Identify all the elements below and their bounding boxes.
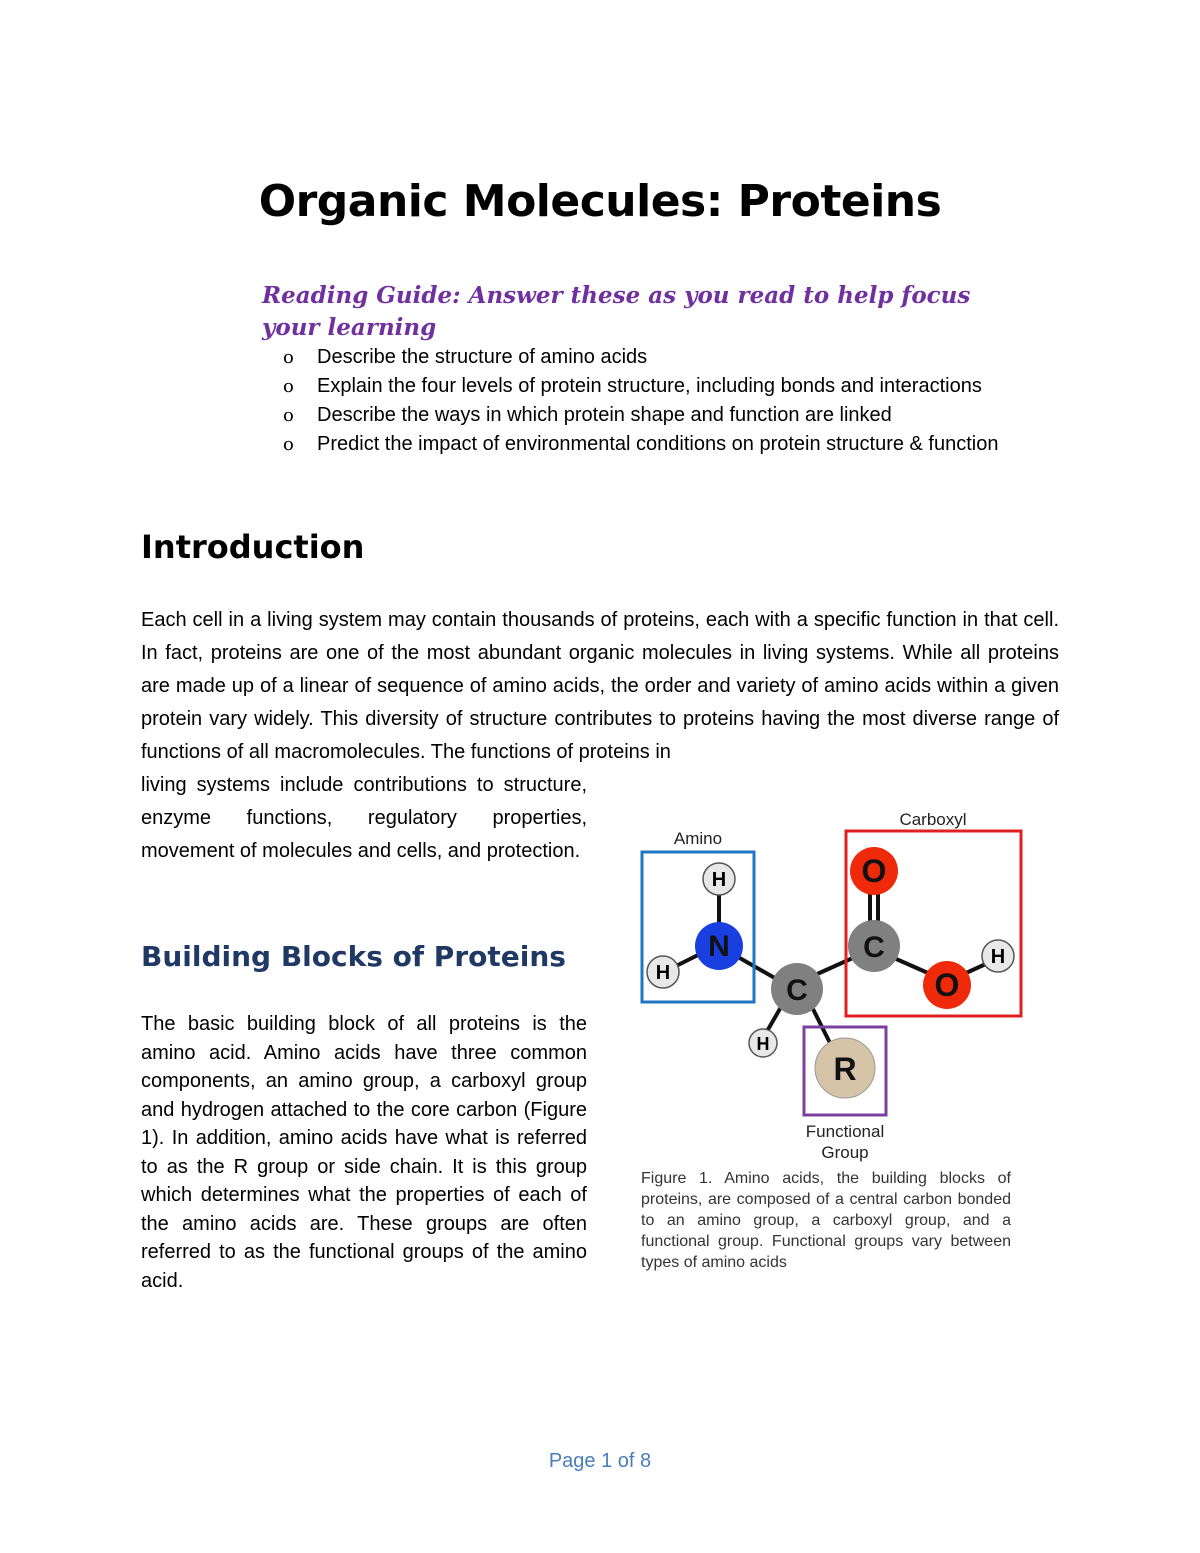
bullet-icon: o bbox=[283, 405, 294, 426]
svg-text:H: H bbox=[711, 869, 727, 891]
amino-label: Amino bbox=[673, 829, 723, 848]
svg-text:R: R bbox=[833, 1051, 857, 1087]
svg-text:O: O bbox=[934, 967, 960, 1003]
reading-guide-item bbox=[283, 343, 1063, 372]
atom-o-top bbox=[850, 847, 898, 895]
atom-c-central bbox=[771, 963, 823, 1015]
bond-c-r bbox=[812, 1007, 830, 1043]
reading-guide-item bbox=[283, 430, 1063, 459]
atom-n bbox=[695, 922, 743, 970]
functional-label-line1: Functional bbox=[805, 1122, 885, 1141]
reading-guide-item bbox=[283, 401, 1063, 430]
bond-c2-o2 bbox=[894, 958, 928, 973]
reading-guide-item-text: Describe the structure of amino acids bbox=[317, 346, 648, 368]
carboxyl-label: Carboxyl bbox=[899, 810, 967, 829]
reading-guide-list bbox=[283, 343, 1063, 459]
svg-text:C: C bbox=[786, 974, 808, 1007]
atom-h-bottom bbox=[749, 1029, 777, 1057]
atom-h-right bbox=[982, 940, 1014, 972]
atom-h-top bbox=[703, 863, 735, 895]
atom-r bbox=[815, 1038, 875, 1098]
bullet-icon: o bbox=[283, 434, 294, 455]
bond-c-c2 bbox=[815, 957, 855, 975]
svg-text:C: C bbox=[863, 931, 885, 964]
amino-acid-figure bbox=[630, 805, 1030, 1165]
bullet-icon: o bbox=[283, 376, 294, 397]
building-blocks-paragraph: The basic building block of all proteins is the amino acid. Amino acids have three common components, an amino group, a carboxyl group and hydrogen attached to the core carbon (Figure 1). In addition, amino acids have what is referred to as the R group or side chain. It is this group which determines what the properties of each of the amino acids are. These groups are often referred to as the functional groups of the amino acid. bbox=[141, 1013, 587, 1292]
reading-guide-heading: Reading Guide: Answer these as you read to help focus your learning bbox=[262, 282, 971, 341]
svg-text:O: O bbox=[861, 853, 887, 889]
introduction-heading: Introduction bbox=[141, 528, 365, 566]
bond-n-c bbox=[738, 957, 780, 981]
reading-guide-item bbox=[283, 372, 1063, 401]
introduction-paragraph-continued: living systems include contributions to structure, enzyme functions, regulatory properties, movement of molecules and cells, and protection. bbox=[141, 774, 587, 862]
bond-c-h bbox=[766, 1007, 781, 1033]
atom-c-carboxyl bbox=[848, 920, 900, 972]
svg-text:H: H bbox=[655, 962, 671, 984]
reading-guide-item-text: Explain the four levels of protein structure, including bonds and interactions bbox=[317, 375, 982, 397]
functional-label-line2: Group bbox=[821, 1143, 869, 1162]
page-number: Page 1 of 8 bbox=[548, 1450, 652, 1472]
building-blocks-heading: Building Blocks of Proteins bbox=[141, 940, 566, 973]
svg-text:H: H bbox=[756, 1034, 770, 1054]
figure-caption: Figure 1. Amino acids, the building blocks of proteins, are composed of a central carbon bonded to an amino group, a carboxyl group, and a functional group. Functional groups vary between types of amino acids bbox=[641, 1170, 1011, 1271]
svg-text:N: N bbox=[708, 930, 730, 963]
reading-guide-item-text: Predict the impact of environmental conditions on protein structure & function bbox=[317, 433, 999, 455]
svg-text:H: H bbox=[990, 946, 1006, 968]
page-title: Organic Molecules: Proteins bbox=[258, 176, 942, 227]
introduction-paragraph: Each cell in a living system may contain thousands of proteins, each with a specific function in that cell. In fact, proteins are one of the most abundant organic molecules in living systems. While all proteins are made up of a linear of sequence of amino acids, the order and variety of amino acids within a given protein vary widely. This diversity of structure contributes to proteins having the most diverse range of functions of all macromolecules. The functions of proteins in bbox=[141, 609, 1059, 763]
atom-h-left bbox=[647, 956, 679, 988]
atom-o-right bbox=[923, 961, 971, 1009]
reading-guide-item-text: Describe the ways in which protein shape and function are linked bbox=[317, 404, 892, 426]
bullet-icon: o bbox=[283, 347, 294, 368]
